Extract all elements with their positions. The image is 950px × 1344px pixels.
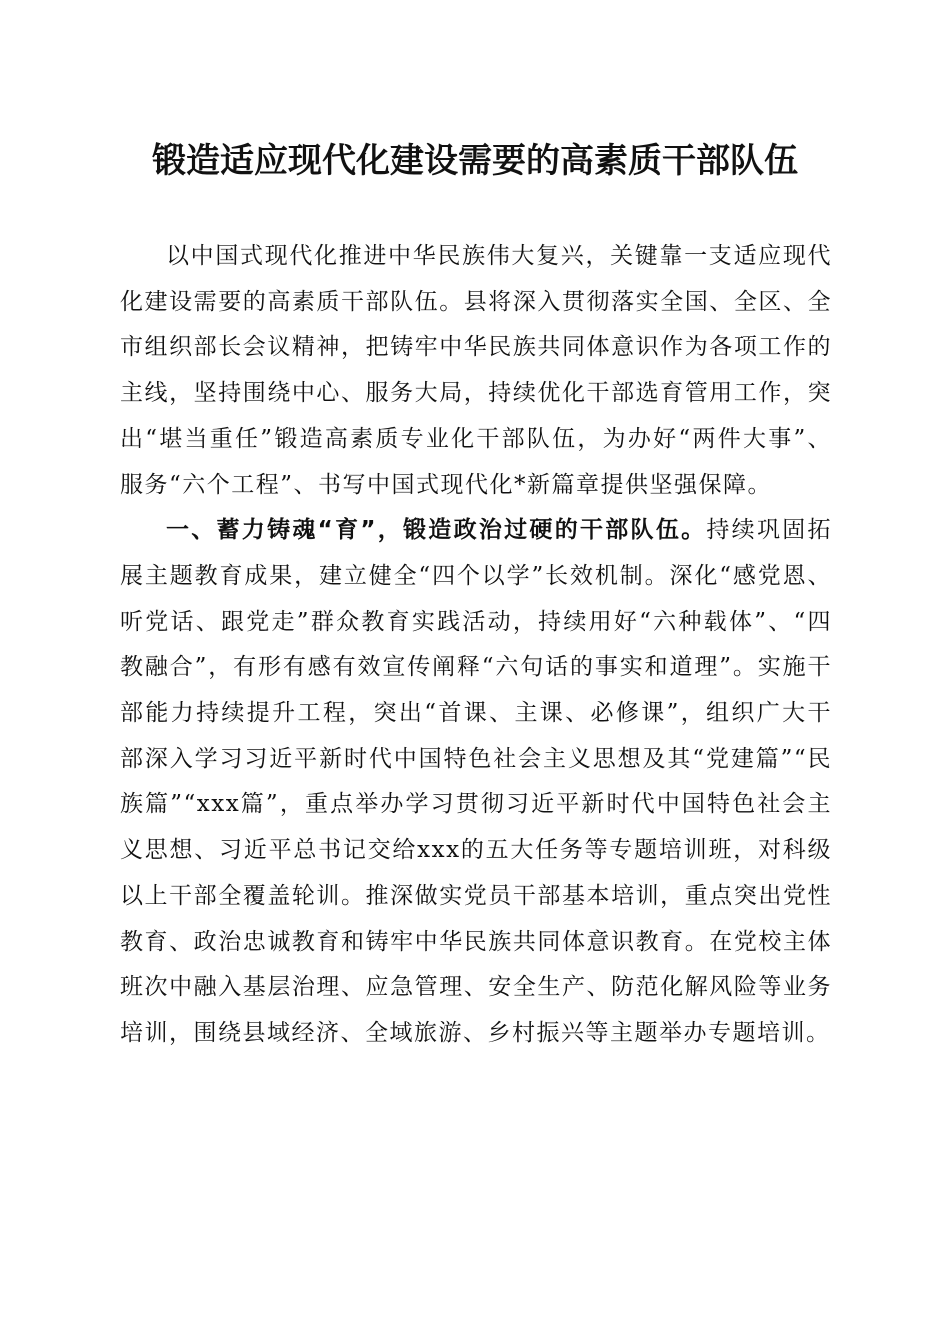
section-one-heading: 一、蓄力铸魂“育”，锻造政治过硬的干部队伍。 <box>166 517 707 544</box>
document-body <box>120 234 832 1057</box>
section-one-paragraph <box>120 508 832 1056</box>
section-one-text: 持续巩固拓展主题教育成果，建立健全“四个以学”长效机制。深化“感党恩、听党话、跟党走”群众教育实践活动，持续用好“六种载体”、“四教融合”，有形有感有效宣传阐释“六句话的事实和道理”。实施干部能力持续提升工程，突出“首课、主课、必修课”，组织广大干部深入学习习近平新时代中国特色社会主义思想及其“党建篇”“民族篇”“xxx篇”，重点举办学习贯彻习近平新时代中国特色社会主义思想、习近平总书记交给xxx的五大任务等专题培训班，对科级以上干部全覆盖轮训。推深做实党员干部基本培训，重点突出党性教育、政治忠诚教育和铸牢中华民族共同体意识教育。在党校主体班次中融入基层治理、应急管理、安全生产、防范化解风险等业务培训，围绕县域经济、全域旅游、乡村振兴等主题举办专题培训。 <box>120 517 833 1046</box>
intro-paragraph <box>120 234 832 508</box>
document-title: 锻造适应现代化建设需要的高素质干部队伍 <box>152 141 798 181</box>
intro-paragraph-text: 以中国式现代化推进中华民族伟大复兴，关键靠一支适应现代化建设需要的高素质干部队伍。县将深入贯彻落实全国、全区、全市组织部长会议精神，把铸牢中华民族共同体意识作为各项工作的主线，坚持围绕中心、服务大局，持续优化干部选育管用工作，突出“堪当重任”锻造高素质专业化干部队伍，为办好“两件大事”、服务“六个工程”、书写中国式现代化*新篇章提供坚强保障。 <box>120 243 832 498</box>
